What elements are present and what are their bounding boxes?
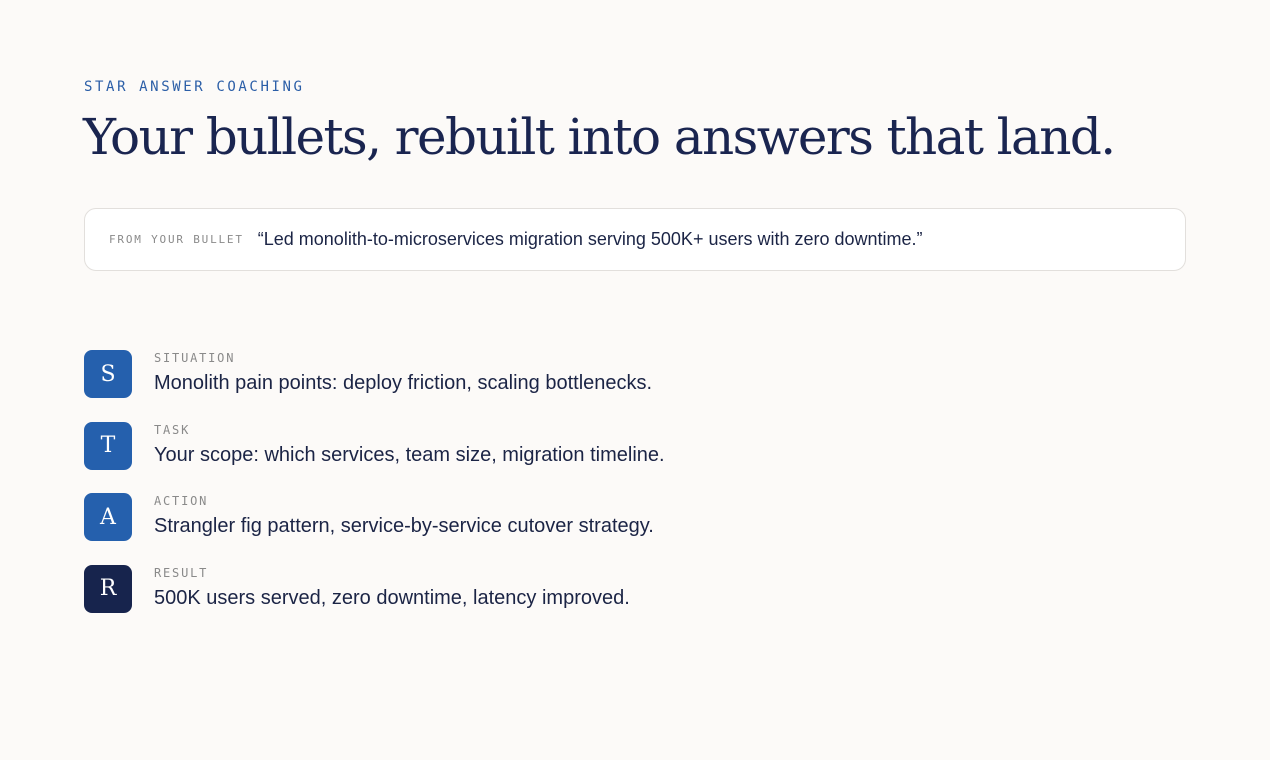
source-bullet-tag: FROM YOUR BULLET <box>109 233 244 246</box>
task-label: TASK <box>154 422 191 437</box>
star-row-action <box>84 493 665 565</box>
task-text: Your scope: which services, team size, migration timeline. <box>154 443 665 466</box>
task-letter-badge: T <box>84 422 132 470</box>
situation-text: Monolith pain points: deploy friction, scaling bottlenecks. <box>154 372 653 394</box>
section-eyebrow: STAR ANSWER COACHING <box>84 79 305 95</box>
page-title: Your bullets, rebuilt into answers that land. <box>83 108 1115 166</box>
result-label: RESULT <box>154 565 209 580</box>
star-row-task <box>84 422 665 494</box>
star-breakdown-list <box>84 350 665 636</box>
star-row-situation <box>84 350 665 422</box>
action-label: ACTION <box>154 494 209 508</box>
source-bullet-text: “Led monolith-to-microservices migration serving 500K+ users with zero downtime.” <box>257 229 923 249</box>
source-bullet-card <box>84 208 1186 271</box>
action-letter-badge: A <box>84 493 132 541</box>
task-body <box>154 422 665 467</box>
result-text: 500K users served, zero downtime, latency improved. <box>154 586 630 609</box>
action-body <box>154 493 654 538</box>
situation-letter-badge: S <box>84 350 132 398</box>
result-letter-badge: R <box>84 565 132 613</box>
situation-body <box>154 350 652 395</box>
action-text: Strangler fig pattern, service-by-service cutover strategy. <box>154 515 654 537</box>
result-body <box>154 565 630 610</box>
star-row-result <box>84 565 665 637</box>
situation-label: SITUATION <box>154 351 236 365</box>
